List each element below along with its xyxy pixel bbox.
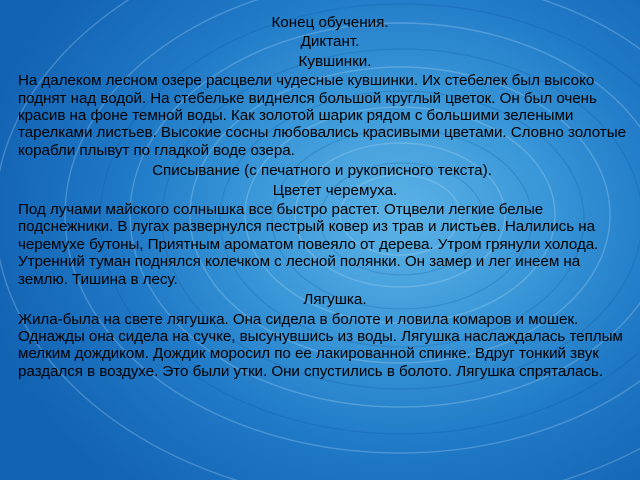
section-title: Конец обучения.: [271, 14, 389, 31]
section-subtitle: Диктант.: [300, 33, 360, 51]
section-dictation: [18, 14, 626, 159]
section-frog: [18, 291, 626, 380]
text-title: Цветет черемуха.: [272, 181, 398, 199]
text-paragraph: На далеком лесном озере расцвели чудесные кувшинки. Их стебелек был высоко поднят над водой. На стебельке виднелся большой круглый цветок. Он был очень красив на фоне темной воды. Как золотой шарик рядом с большими зелеными тарелками листьев. Высокие сосны любовались красивыми цветами. Словно золотые корабли плывут по гладкой воде озера.: [18, 72, 626, 159]
section-copying: [18, 162, 626, 288]
text-title: Кувшинки.: [298, 52, 372, 70]
section-title: Списывание (с печатного и рукописного текста).: [152, 162, 492, 180]
text-title: Лягушка.: [303, 291, 367, 309]
text-paragraph: Жила-была на свете лягушка. Она сидела в болоте и ловила комаров и мошек. Однажды она сидела на сучке, высунувшись из воды. Лягушка наслаждалась теплым мелким дождиком. Дождик моросил по ее лакированной спинке. Вдруг тонкий звук раздался в воздухе. Это были утки. Они спустились в болото. Лягушка спряталась.: [18, 310, 623, 380]
slide-content: [18, 14, 626, 383]
text-paragraph: Под лучами майского солнышка все быстро растет. Отцвели легкие белые подснежники. В лугах развернулся пестрый ковер из трав и листьев. Налились на черемухе бутоны, Приятным ароматом повеяло от дерева. Утром грянули холода. Утренний туман поднялся колечком с лесной полянки. Он замер и лег инеем на землю. Тишина в лесу.: [18, 201, 599, 288]
